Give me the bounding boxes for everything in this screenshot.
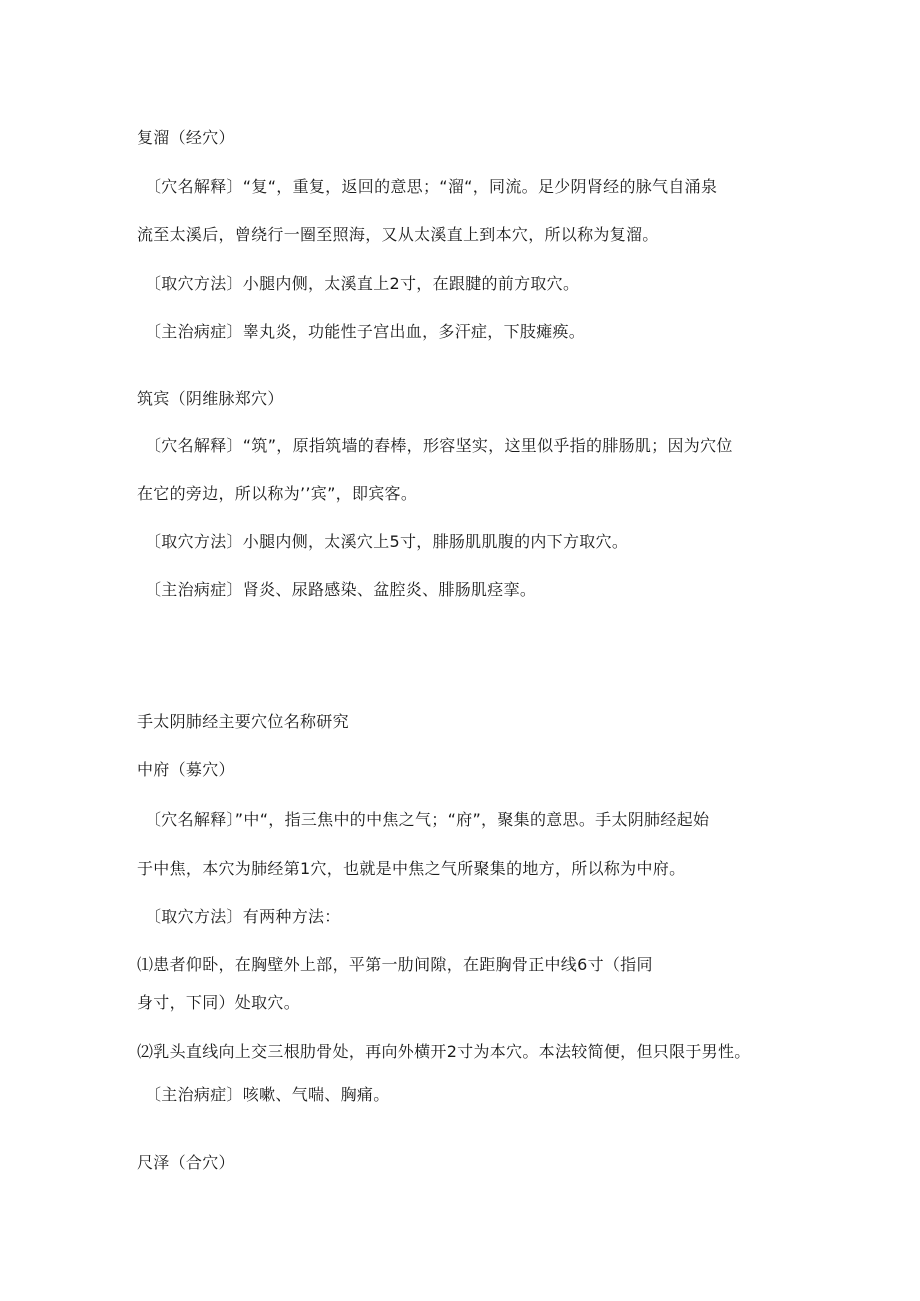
- list-item: ⑴患者仰卧，在胸壁外上部，平第一肋间隙，在距胸骨正中线6寸（指同: [137, 955, 653, 974]
- heading-chize: 尺泽（合穴）: [137, 1153, 235, 1172]
- list-item: ⑵乳头直线向上交三根肋骨处，再向外横开2寸为本穴。本法较简便，但只限于男性。: [137, 1042, 751, 1061]
- paragraph-line: 身寸，下同）处取穴。: [137, 993, 301, 1012]
- paragraph-line: 〔取穴方法〕有两种方法：: [145, 907, 341, 926]
- paragraph-line: 〔穴名解释〕“复“，重复，返回的意思；“溜“，同流。足少阴肾经的脉气自涌泉: [145, 177, 718, 196]
- paragraph-line: 流至太溪后，曾绕行一圈至照海，又从太溪直上到本穴，所以称为复溜。: [137, 225, 659, 244]
- paragraph-line: 〔主治病症〕睾丸炎，功能性子宫出血，多汗症，下肢瘫痪。: [145, 322, 586, 341]
- heading-zhongfu: 中府（募穴）: [137, 760, 235, 779]
- paragraph-line: 〔穴名解释〕”中“，指三焦中的中焦之气；“府”，聚集的意思。手太阴肺经起始: [145, 810, 710, 829]
- paragraph-line: 在它的旁边，所以称为’’宾”，即宾客。: [137, 484, 418, 503]
- heading-zhubin: 筑宾（阴维脉郑穴）: [137, 389, 284, 408]
- section-title: 手太阴肺经主要穴位名称研究: [137, 712, 349, 731]
- paragraph-line: 〔主治病症〕咳嗽、气喘、胸痛。: [145, 1085, 390, 1104]
- paragraph-line: 〔取穴方法〕小腿内侧，太溪直上2寸，在跟腱的前方取穴。: [145, 274, 580, 293]
- paragraph-line: 〔主治病症〕肾炎、尿路感染、盆腔炎、腓肠肌痉挛。: [145, 580, 537, 599]
- paragraph-line: 〔穴名解释〕“筑”，原指筑墙的舂棒，形容坚实，这里似乎指的腓肠肌；因为穴位: [145, 436, 733, 455]
- paragraph-line: 于中焦，本穴为肺经第1穴，也就是中焦之气所聚集的地方，所以称为中府。: [137, 859, 686, 878]
- heading-fuliu: 复溜（经穴）: [137, 128, 235, 147]
- paragraph-line: 〔取穴方法〕小腿内侧，太溪穴上5寸，腓肠肌肌腹的内下方取穴。: [145, 532, 629, 551]
